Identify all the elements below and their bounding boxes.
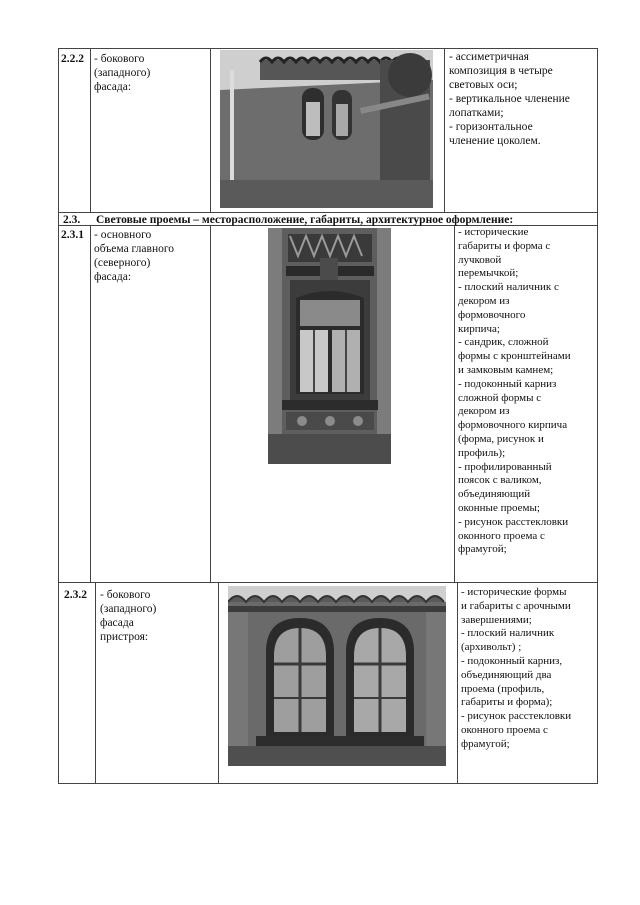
table-border-bottom	[58, 783, 598, 784]
desc-line: членение цоколем.	[449, 135, 541, 147]
desc-line: (форма, рисунок и	[458, 432, 544, 445]
desc-line: фрамугой;	[461, 737, 510, 750]
col-divider	[218, 582, 219, 783]
desc-line: - плоский наличник	[461, 627, 555, 640]
label-line: (северного)	[94, 257, 151, 269]
label-line: фасада:	[94, 271, 132, 283]
desc-line: - подоконный карниз,	[461, 654, 563, 667]
desc-line: композиция в четыре	[449, 65, 553, 77]
desc-line: - плоский наличник с	[458, 281, 559, 294]
desc-line: - сандрик, сложной	[458, 336, 549, 349]
col-divider	[454, 225, 455, 582]
desc-line: оконного проема с	[458, 529, 545, 542]
desc-line: перемычкой;	[458, 267, 519, 280]
col-divider	[444, 48, 445, 212]
desc-line: объединяющий	[458, 488, 531, 501]
label-line: - основного	[94, 229, 152, 241]
row-label	[100, 588, 156, 644]
desc-line: лопатками;	[449, 107, 504, 119]
desc-line: габариты и форма с	[458, 239, 551, 252]
desc-line: - подоконный карниз	[458, 377, 557, 390]
desc-line: фрамугой;	[458, 543, 507, 556]
label-line: (западного)	[100, 603, 157, 615]
row-description	[461, 586, 597, 752]
window-photo-west-annex	[228, 586, 446, 766]
row-number: 2.3.2	[64, 589, 87, 601]
desc-line: - профилированный	[458, 460, 552, 473]
desc-line: (архивольт) ;	[461, 641, 522, 654]
table-border-right	[597, 48, 598, 784]
desc-line: - рисунок расстекловки	[458, 515, 569, 528]
section-title: Световые проемы – месторасположение, габариты, архитектурное оформление:	[96, 214, 514, 226]
desc-line: - вертикальное членение	[449, 93, 570, 105]
desc-line: габариты и форма);	[461, 696, 553, 709]
row-label	[94, 52, 150, 94]
label-line: фасада:	[94, 81, 132, 93]
col-divider	[457, 582, 458, 783]
desc-line: декором из	[458, 294, 510, 307]
desc-line: проема (профиль,	[461, 682, 545, 695]
desc-line: - горизонтальное	[449, 121, 533, 133]
row-label	[94, 228, 174, 284]
row-description	[449, 50, 595, 148]
desc-line: оконные проемы;	[458, 501, 540, 514]
row-divider	[58, 582, 598, 583]
desc-line: - рисунок расстекловки	[461, 710, 572, 723]
desc-line: сложной формы с	[458, 391, 542, 404]
desc-line: профиль);	[458, 446, 506, 459]
desc-line: и замковым камнем;	[458, 363, 554, 376]
desc-line: световых оси;	[449, 79, 518, 91]
label-line: (западного)	[94, 67, 151, 79]
label-line: фасада	[100, 617, 134, 629]
col-divider	[210, 48, 211, 212]
desc-line: оконного проема с	[461, 723, 548, 736]
desc-line: и габариты с арочными	[461, 599, 571, 612]
section-number: 2.3.	[63, 214, 81, 226]
desc-line: - исторические формы	[461, 586, 567, 598]
desc-line: формовочного кирпича	[458, 419, 568, 432]
col-divider	[90, 48, 91, 212]
desc-line: завершениями;	[461, 613, 532, 626]
desc-line: лучковой	[458, 253, 502, 266]
label-line: - бокового	[100, 589, 151, 601]
col-divider	[210, 225, 211, 582]
table-border-top	[58, 48, 598, 49]
label-line: пристроя:	[100, 631, 149, 643]
table-border-left	[58, 48, 59, 784]
desc-line: объединяющий два	[461, 668, 552, 681]
desc-line: кирпича;	[458, 322, 500, 335]
desc-line: поясок с валиком,	[458, 474, 542, 487]
heritage-table	[58, 48, 598, 784]
desc-line: формовочного	[458, 308, 526, 321]
desc-line: - ассиметричная	[449, 51, 529, 63]
facade-photo-west	[220, 50, 433, 208]
window-photo-north	[268, 228, 391, 464]
label-line: объема главного	[94, 243, 175, 255]
label-line: - бокового	[94, 53, 145, 65]
row-number: 2.3.1	[61, 229, 84, 241]
row-number: 2.2.2	[61, 53, 84, 65]
col-divider	[95, 582, 96, 783]
desc-line: декором из	[458, 405, 510, 418]
desc-line: - исторические	[458, 226, 529, 238]
row-description	[458, 226, 596, 557]
col-divider	[90, 225, 91, 582]
desc-line: формы с кронштейнами	[458, 350, 571, 363]
